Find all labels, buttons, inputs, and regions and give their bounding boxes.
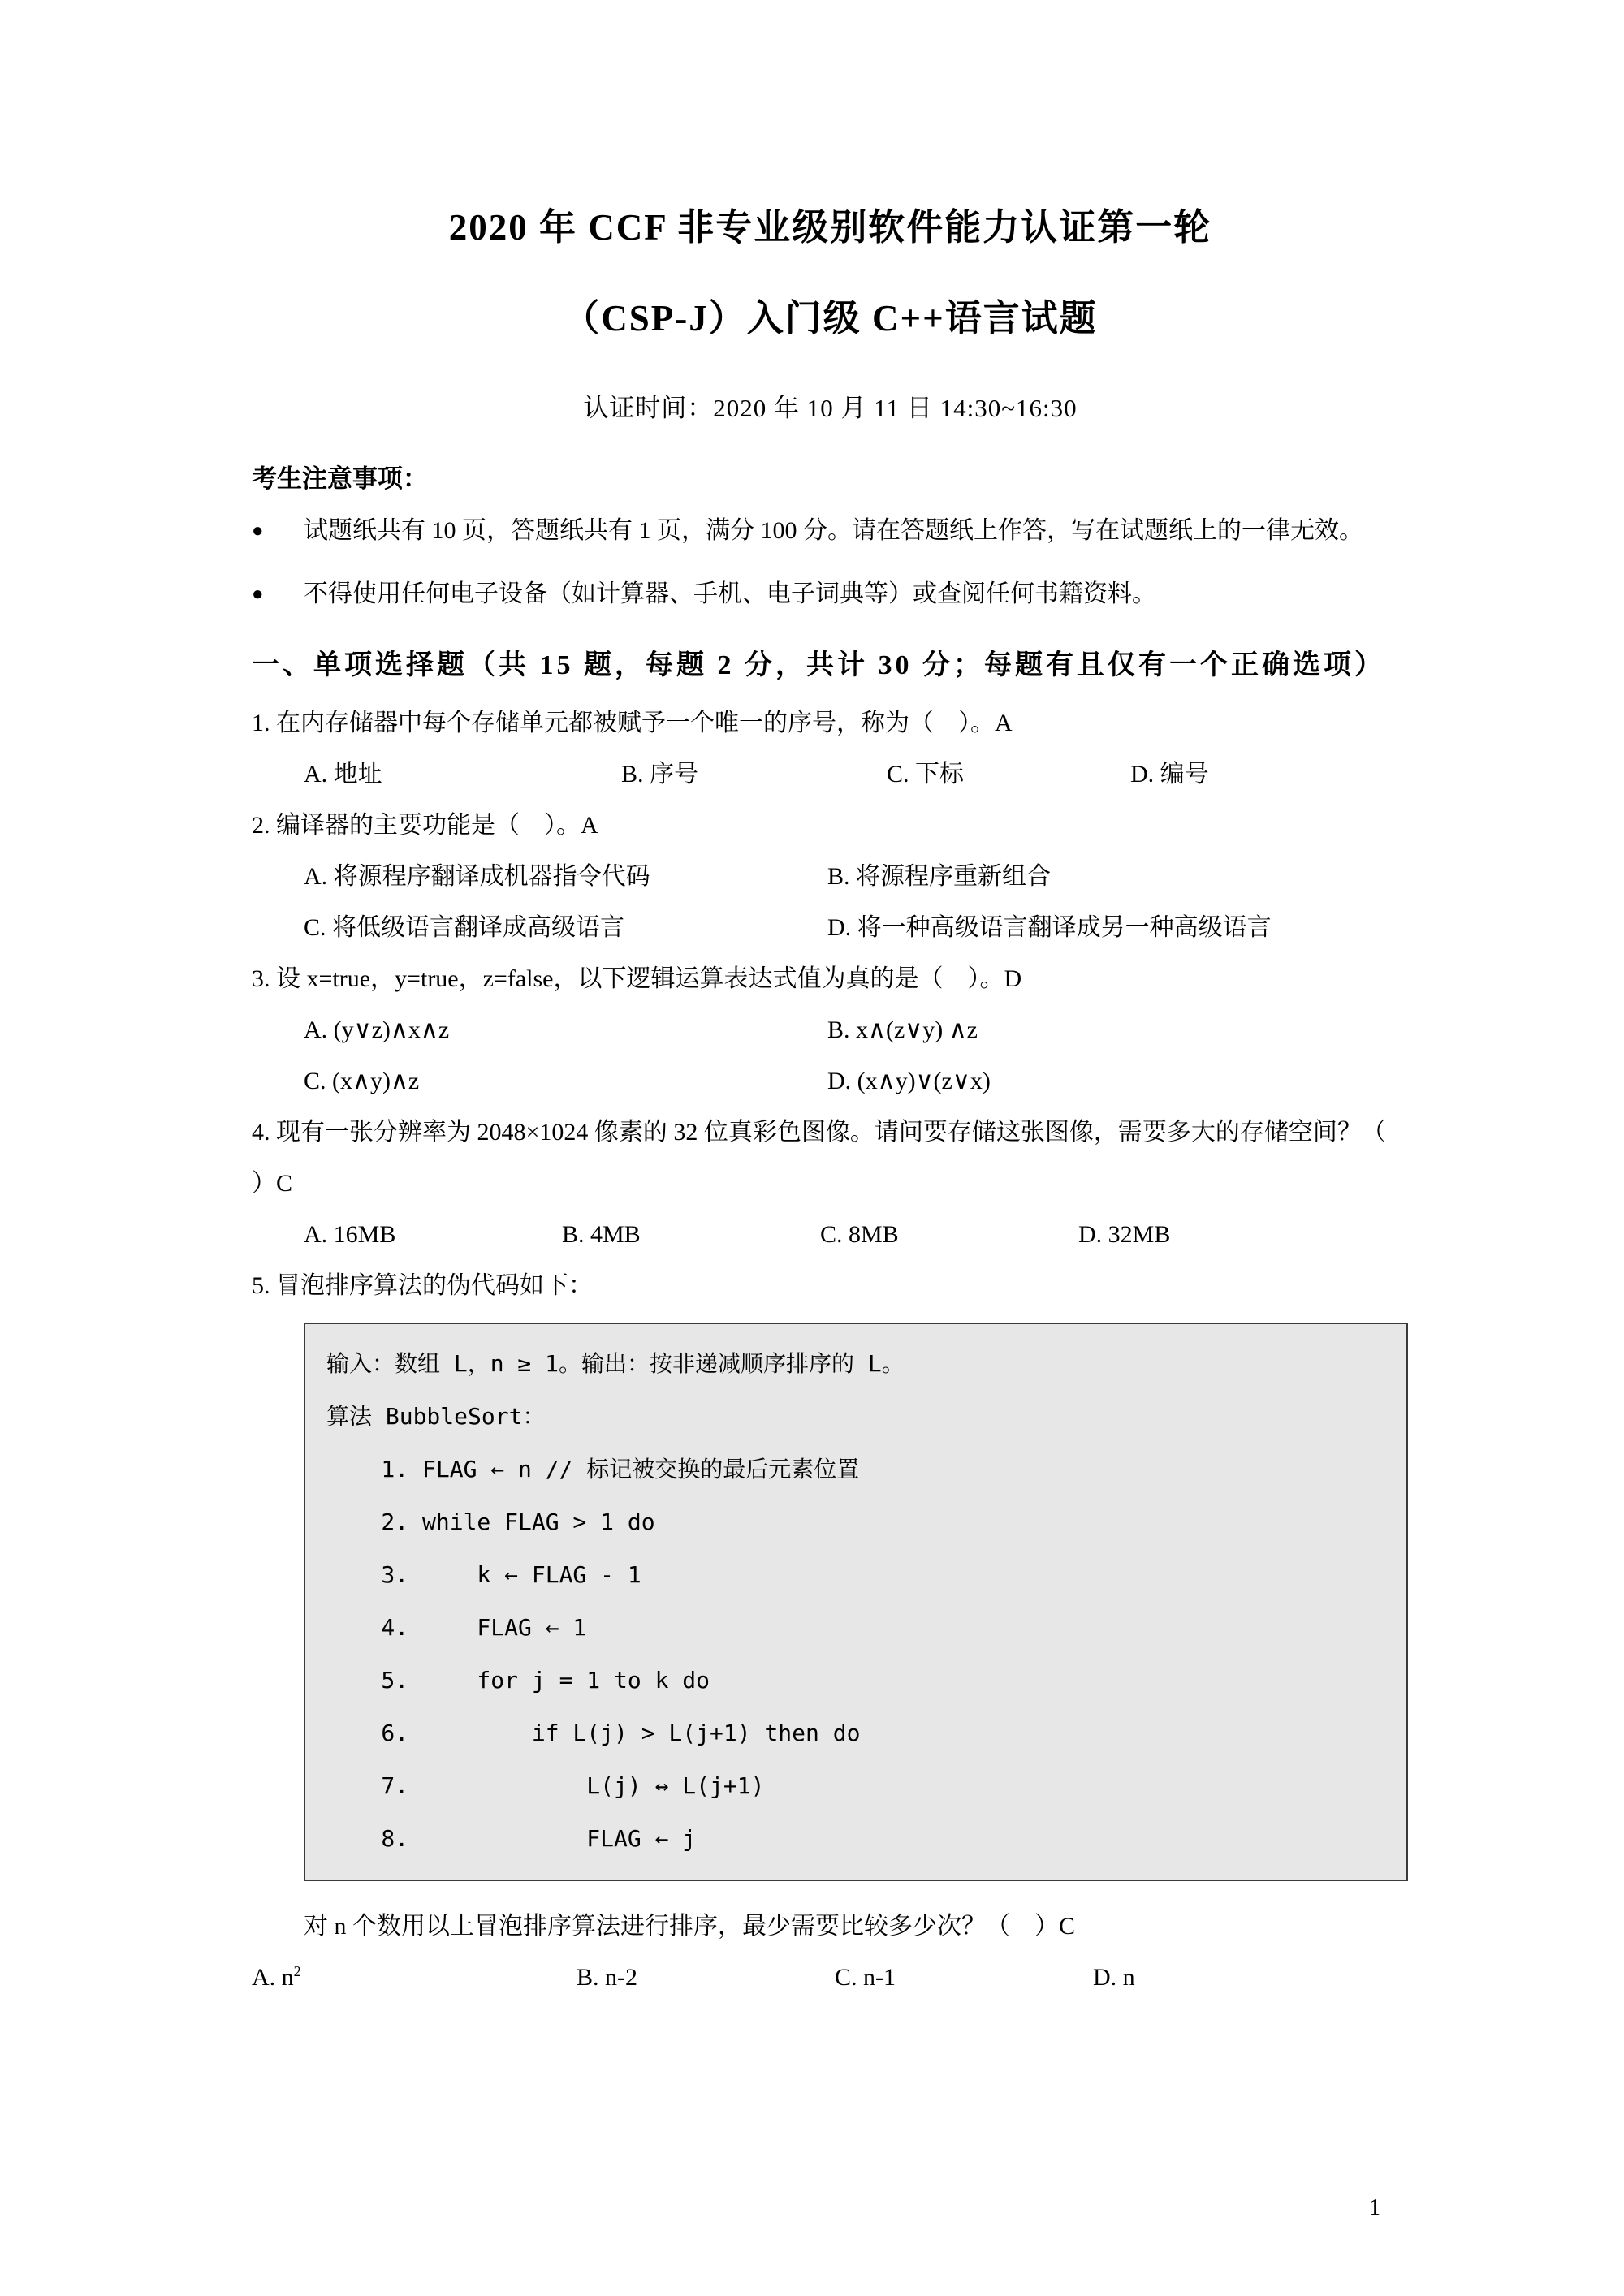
- question-5-option-d: [1093, 1952, 1135, 2003]
- question-1-text: 1. 在内存储器中每个存储单元都被赋予一个唯一的序号，称为（ ）。A: [252, 709, 1013, 736]
- code-line-2: 2. while FLAG > 1 do: [326, 1508, 655, 1535]
- question-2-option-c: C. 将低级语言翻译成高级语言: [304, 913, 625, 941]
- bullet-icon: ●: [252, 520, 264, 542]
- question-2-text: 2. 编译器的主要功能是（ ）。A: [252, 811, 598, 839]
- option-superscript: 2: [293, 1962, 301, 1979]
- question-5-option-a: [252, 1952, 577, 2003]
- question-2-option-d: D. 将一种高级语言翻译成另一种高级语言: [827, 913, 1272, 941]
- code-line-7: 7. L(j) ↔ L(j+1): [326, 1772, 765, 1799]
- question-4-option-c: C. 8MB: [820, 1220, 899, 1248]
- question-5-followup: 对 n 个数用以上冒泡排序算法进行排序，最少需要比较多少次？（ ）C: [304, 1912, 1076, 1940]
- question-3-option-b: B. x∧(z∨y) ∧z: [827, 1016, 978, 1043]
- question-1-option-b: B. 序号: [621, 760, 699, 788]
- question-5-option-c: [835, 1952, 1093, 2003]
- question-3-option-a: A. (y∨z)∧x∧z: [304, 1016, 450, 1043]
- question-2-option-a: A. 将源程序翻译成机器指令代码: [304, 862, 650, 890]
- question-4-option-b: B. 4MB: [562, 1220, 641, 1248]
- question-3-options-row2: [252, 1055, 1409, 1107]
- question-2-option-b: B. 将源程序重新组合: [827, 862, 1052, 890]
- code-line-4: 4. FLAG ← 1: [326, 1613, 587, 1641]
- page-number: 1: [1369, 2195, 1380, 2220]
- code-line-5: 5. for j = 1 to k do: [326, 1666, 710, 1694]
- question-1-options: [252, 749, 1409, 800]
- question-4-option-a: A. 16MB: [304, 1220, 396, 1248]
- question-3-options-row1: [252, 1004, 1409, 1055]
- question-3-option-c: C. (x∧y)∧z: [304, 1067, 420, 1094]
- question-2-options-row2: [252, 902, 1409, 953]
- exam-time: 认证时间：2020 年 10 月 11 日 14:30~16:30: [583, 393, 1078, 422]
- notice-item-2: [252, 568, 1409, 621]
- exam-title-line2: （CSP-J）入门级 C++语言试题: [563, 298, 1098, 339]
- option-label: A. n: [252, 1963, 294, 1991]
- option-label: B. n-2: [577, 1963, 637, 1991]
- code-line-algo: 算法 BubbleSort：: [326, 1402, 546, 1430]
- exam-title-line1: 2020 年 CCF 非专业级别软件能力认证第一轮: [448, 207, 1212, 248]
- question-1-option-c: C. 下标: [887, 760, 965, 788]
- option-label: C. n-1: [835, 1963, 896, 1991]
- question-4-text: 4. 现有一张分辨率为 2048×1024 像素的 32 位真彩色图像。请问要存储这张图像，需要多大的存储空间？（ ）C: [252, 1118, 1410, 1197]
- question-3-text: 3. 设 x=true，y=true，z=false，以下逻辑运算表达式值为真的是（ ）。D: [252, 965, 1022, 992]
- code-line-io: 输入：数组 L，n ≥ 1。输出：按非递减顺序排序的 L。: [326, 1349, 905, 1377]
- code-line-8: 8. FLAG ← j: [326, 1824, 697, 1852]
- notice-heading: 考生注意事项：: [252, 464, 428, 493]
- code-line-6: 6. if L(j) > L(j+1) then do: [326, 1719, 861, 1746]
- question-5-text: 5. 冒泡排序算法的伪代码如下：: [252, 1271, 593, 1299]
- code-line-1: 1. FLAG ← n // 标记被交换的最后元素位置: [326, 1455, 860, 1482]
- bullet-icon: ●: [252, 583, 264, 605]
- question-4-options: [252, 1209, 1409, 1260]
- option-label: D. n: [1093, 1963, 1135, 1991]
- section-heading: 一、单项选择题（共 15 题，每题 2 分，共计 30 分；每题有且仅有一个正确选项）: [252, 650, 1385, 680]
- pseudocode-block: [304, 1323, 1408, 1881]
- question-1-option-a: A. 地址: [304, 760, 382, 788]
- notice-text-1: 试题纸共有 10 页，答题纸共有 1 页，满分 100 分。请在答题纸上作答，写在试题纸上的一律无效。: [304, 516, 1363, 544]
- question-4-option-d: D. 32MB: [1078, 1220, 1171, 1248]
- notice-item-1: [252, 504, 1409, 558]
- code-line-3: 3. k ← FLAG - 1: [326, 1560, 641, 1588]
- question-5-options: [252, 1952, 1409, 2003]
- question-5-option-b: [577, 1952, 835, 2003]
- question-1-option-d: D. 编号: [1130, 760, 1209, 788]
- notice-text-2: 不得使用任何电子设备（如计算器、手机、电子词典等）或查阅任何书籍资料。: [304, 580, 1156, 607]
- question-2-options-row1: [252, 851, 1409, 902]
- question-3-option-d: D. (x∧y)∨(z∨x): [827, 1067, 991, 1094]
